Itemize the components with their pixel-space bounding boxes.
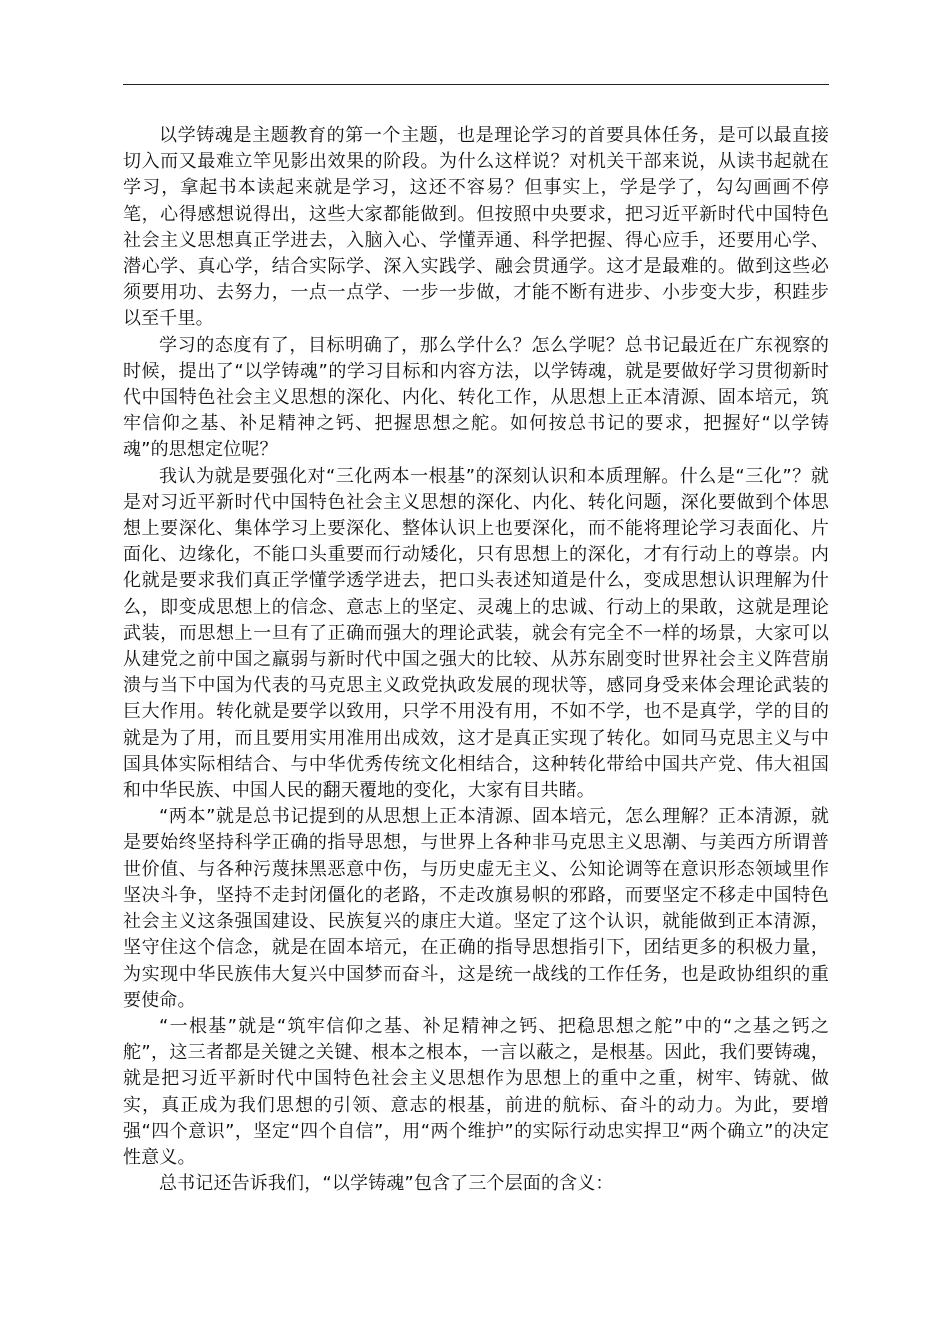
paragraph-6: 总书记还告诉我们，“以学铸魂”包含了三个层面的含义： [159,1173,614,1195]
paragraph-1: 以学铸魂是主题教育的第一个主题，也是理论学习的首要具体任务，是可以最直接切入而又最难立竿见影出效果的阶段。为什么这样说？对机关干部来说，从读书起就在学习，拿起书本读起来就是学习，这还不容易？但事实上，学是学了，勾勾画画不停笔，心得感想说得出，这些大家都能做到。但按照中央要求，把习近平新时代中国特色社会主义思想真正学进去，入脑入心、学懂弄通、科学把握、得心应手，还要用心学、潜心学、真心学，结合实际学、深入实践学、融会贯通学。这才是最难的。做到这些必须要用功、去努力，一点一点学、一步一步做，才能不断有进步、小步变大步，积跬步以至千里。 [123,125,829,330]
paragraph-2: 学习的态度有了，目标明确了，那么学什么？怎么学呢？总书记最近在广东视察的时候，提出了“以学铸魂”的学习目标和内容方法，以学铸魂，就是要做好学习贯彻新时代中国特色社会主义思想的深化、内化、转化工作，从思想上正本清源、固本培元，筑牢信仰之基、补足精神之钙、把握思想之舵。如何按总书记的要求，把握好“以学铸魂”的思想定位呢？ [123,334,829,461]
paragraph-5: “一根基”就是“筑牢信仰之基、补足精神之钙、把稳思想之舵”中的“之基之钙之舵”，这三者都是关键之关键、根本之根本，一言以蔽之，是根基。因此，我们要铸魂，就是把习近平新时代中国特色社会主义思想作为思想上的重中之重，树牢、铸就、做实，真正成为我们思想的引领、意志的根基，前进的航标、奋斗的动力。为此，要增强“四个意识”，坚定“四个自信”，用“两个维护”的实际行动忠实捍卫“两个确立”的决定性意义。 [123,1015,829,1168]
header-rule [123,84,829,85]
paragraph-4: “两本”就是总书记提到的从思想上正本清源、固本培元，怎么理解？正本清源，就是要始终坚持科学正确的指导思想，与世界上各种非马克思主义思潮、与美西方所谓普世价值、与各种污蔑抹黑恶意中伤，与历史虚无主义、公知论调等在意识形态领域里作坚决斗争，坚持不走封闭僵化的老路，不走改旗易帜的邪路，而要坚定不移走中国特色社会主义这条强国建设、民族复兴的康庄大道。坚定了这个认识，就能做到正本清源，坚守住这个信念，就是在固本培元，在正确的指导思想指引下，团结更多的积极力量，为实现中华民族伟大复兴中国梦而奋斗，这是统一战线的工作任务，也是政协组织的重要使命。 [123,806,829,1011]
document-body [123,123,829,1197]
paragraph-3: 我认为就是要强化对“三化两本一根基”的深刻认识和本质理解。什么是“三化”？就是对习近平新时代中国特色社会主义思想的深化、内化、转化问题，深化要做到个体思想上要深化、集体学习上要深化、整体认识上也要深化，而不能将理论学习表面化、片面化、边缘化，不能口头重要而行动矮化，只有思想上的深化，才有行动上的尊崇。内化就是要求我们真正学懂学透学进去，把口头表述知道是什么，变成思想认识理解为什么，即变成思想上的信念、意志上的坚定、灵魂上的忠诚、行动上的果敢，这就是理论武装，而思想上一旦有了正确而强大的理论武装，就会有完全不一样的场景，大家可以从建党之前中国之羸弱与新时代中国之强大的比较、从苏东剧变时世界社会主义阵营崩溃与当下中国为代表的马克思主义政党执政发展的现状等，感同身受来体会理论武装的巨大作用。转化就是要学以致用，只学不用没有用，不如不学，也不是真学，学的目的就是为了用，而且要用实用准用出成效，这才是真正实现了转化。如同马克思主义与中国具体实际相结合、与中华优秀传统文化相结合，这种转化带给中国共产党、伟大祖国和中华民族、中国人民的翻天覆地的变化，大家有目共睹。 [123,465,829,802]
